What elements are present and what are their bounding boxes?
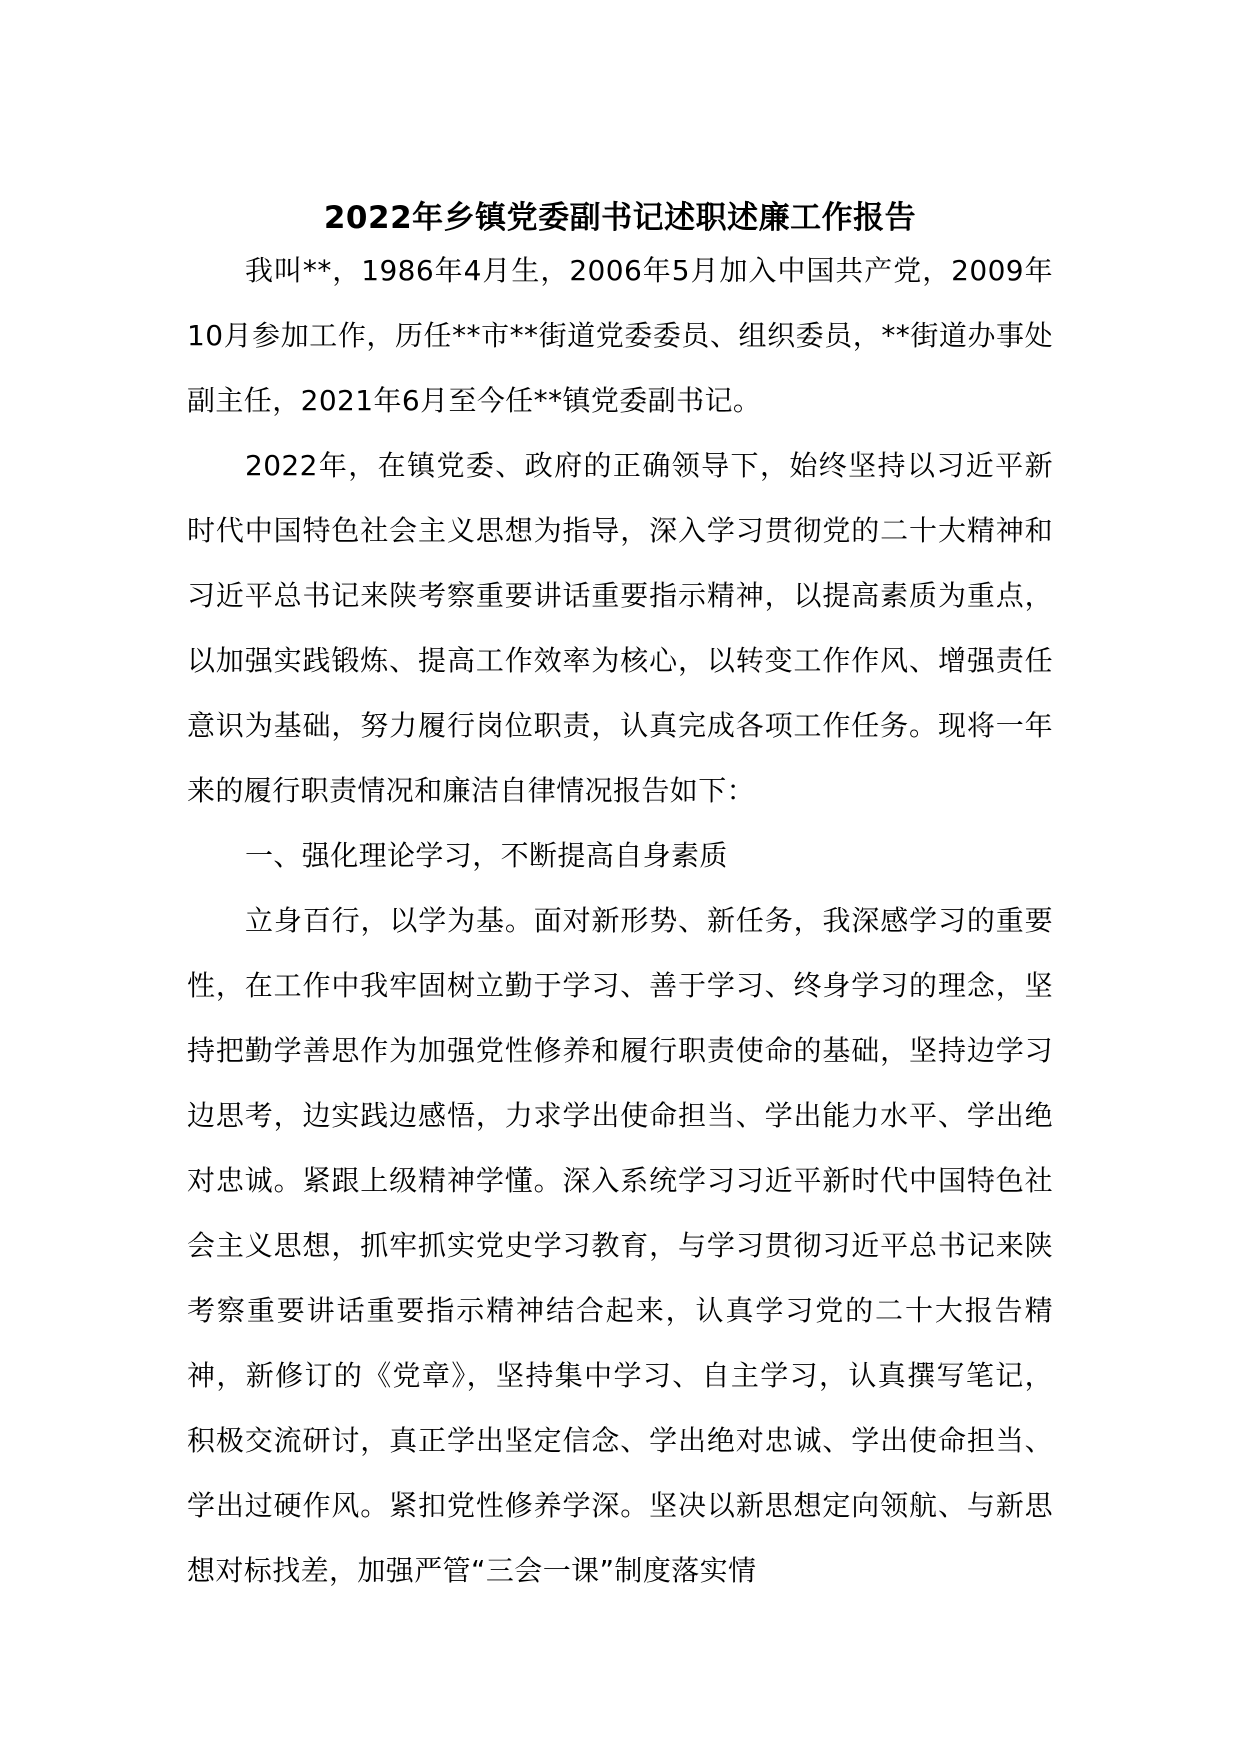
paragraph-study: 立身百行，以学为基。面对新形势、新任务，我深感学习的重要性，在工作中我牢固树立勤于学习、善于学习、终身学习的理念，坚持把勤学善思作为加强党性修养和履行职责使命的基础，坚持边学习边思考，边实践边感悟，力求学出使命担当、学出能力水平、学出绝对忠诚。紧跟上级精神学懂。深入系统学习习近平新时代中国特色社会主义思想，抓牢抓实党史学习教育，与学习贯彻习近平总书记来陕考察重要讲话重要指示精神结合起来，认真学习党的二十大报告精神，新修订的《党章》，坚持集中学习、自主学习，认真撰写笔记，积极交流研讨，真正学出坚定信念、学出绝对忠诚、学出使命担当、学出过硬作风。紧扣党性修养学深。坚决以新思想定向领航、与新思想对标找差，加强严管“三会一课”制度落实情 bbox=[187, 904, 1053, 1587]
document-body bbox=[187, 238, 1053, 1603]
section-heading-1: 一、强化理论学习，不断提高自身素质 bbox=[245, 839, 728, 872]
paragraph-introduction: 2022年，在镇党委、政府的正确领导下，始终坚持以习近平新时代中国特色社会主义思想为指导，深入学习贯彻党的二十大精神和习近平总书记来陕考察重要讲话重要指示精神，以提高素质为重点，以加强实践锻炼、提高工作效率为核心，以转变工作作风、增强责任意识为基础，努力履行岗位职责，认真完成各项工作任务。现将一年来的履行职责情况和廉洁自律情况报告如下： bbox=[187, 449, 1053, 807]
paragraph-personal-info: 我叫**，1986年4月生，2006年5月加入中国共产党，2009年10月参加工作，历任**市**街道党委委员、组织委员，**街道办事处副主任，2021年6月至今任**镇党委副书记。 bbox=[187, 254, 1053, 417]
document-title: 2022年乡镇党委副书记述职述廉工作报告 bbox=[323, 199, 917, 236]
